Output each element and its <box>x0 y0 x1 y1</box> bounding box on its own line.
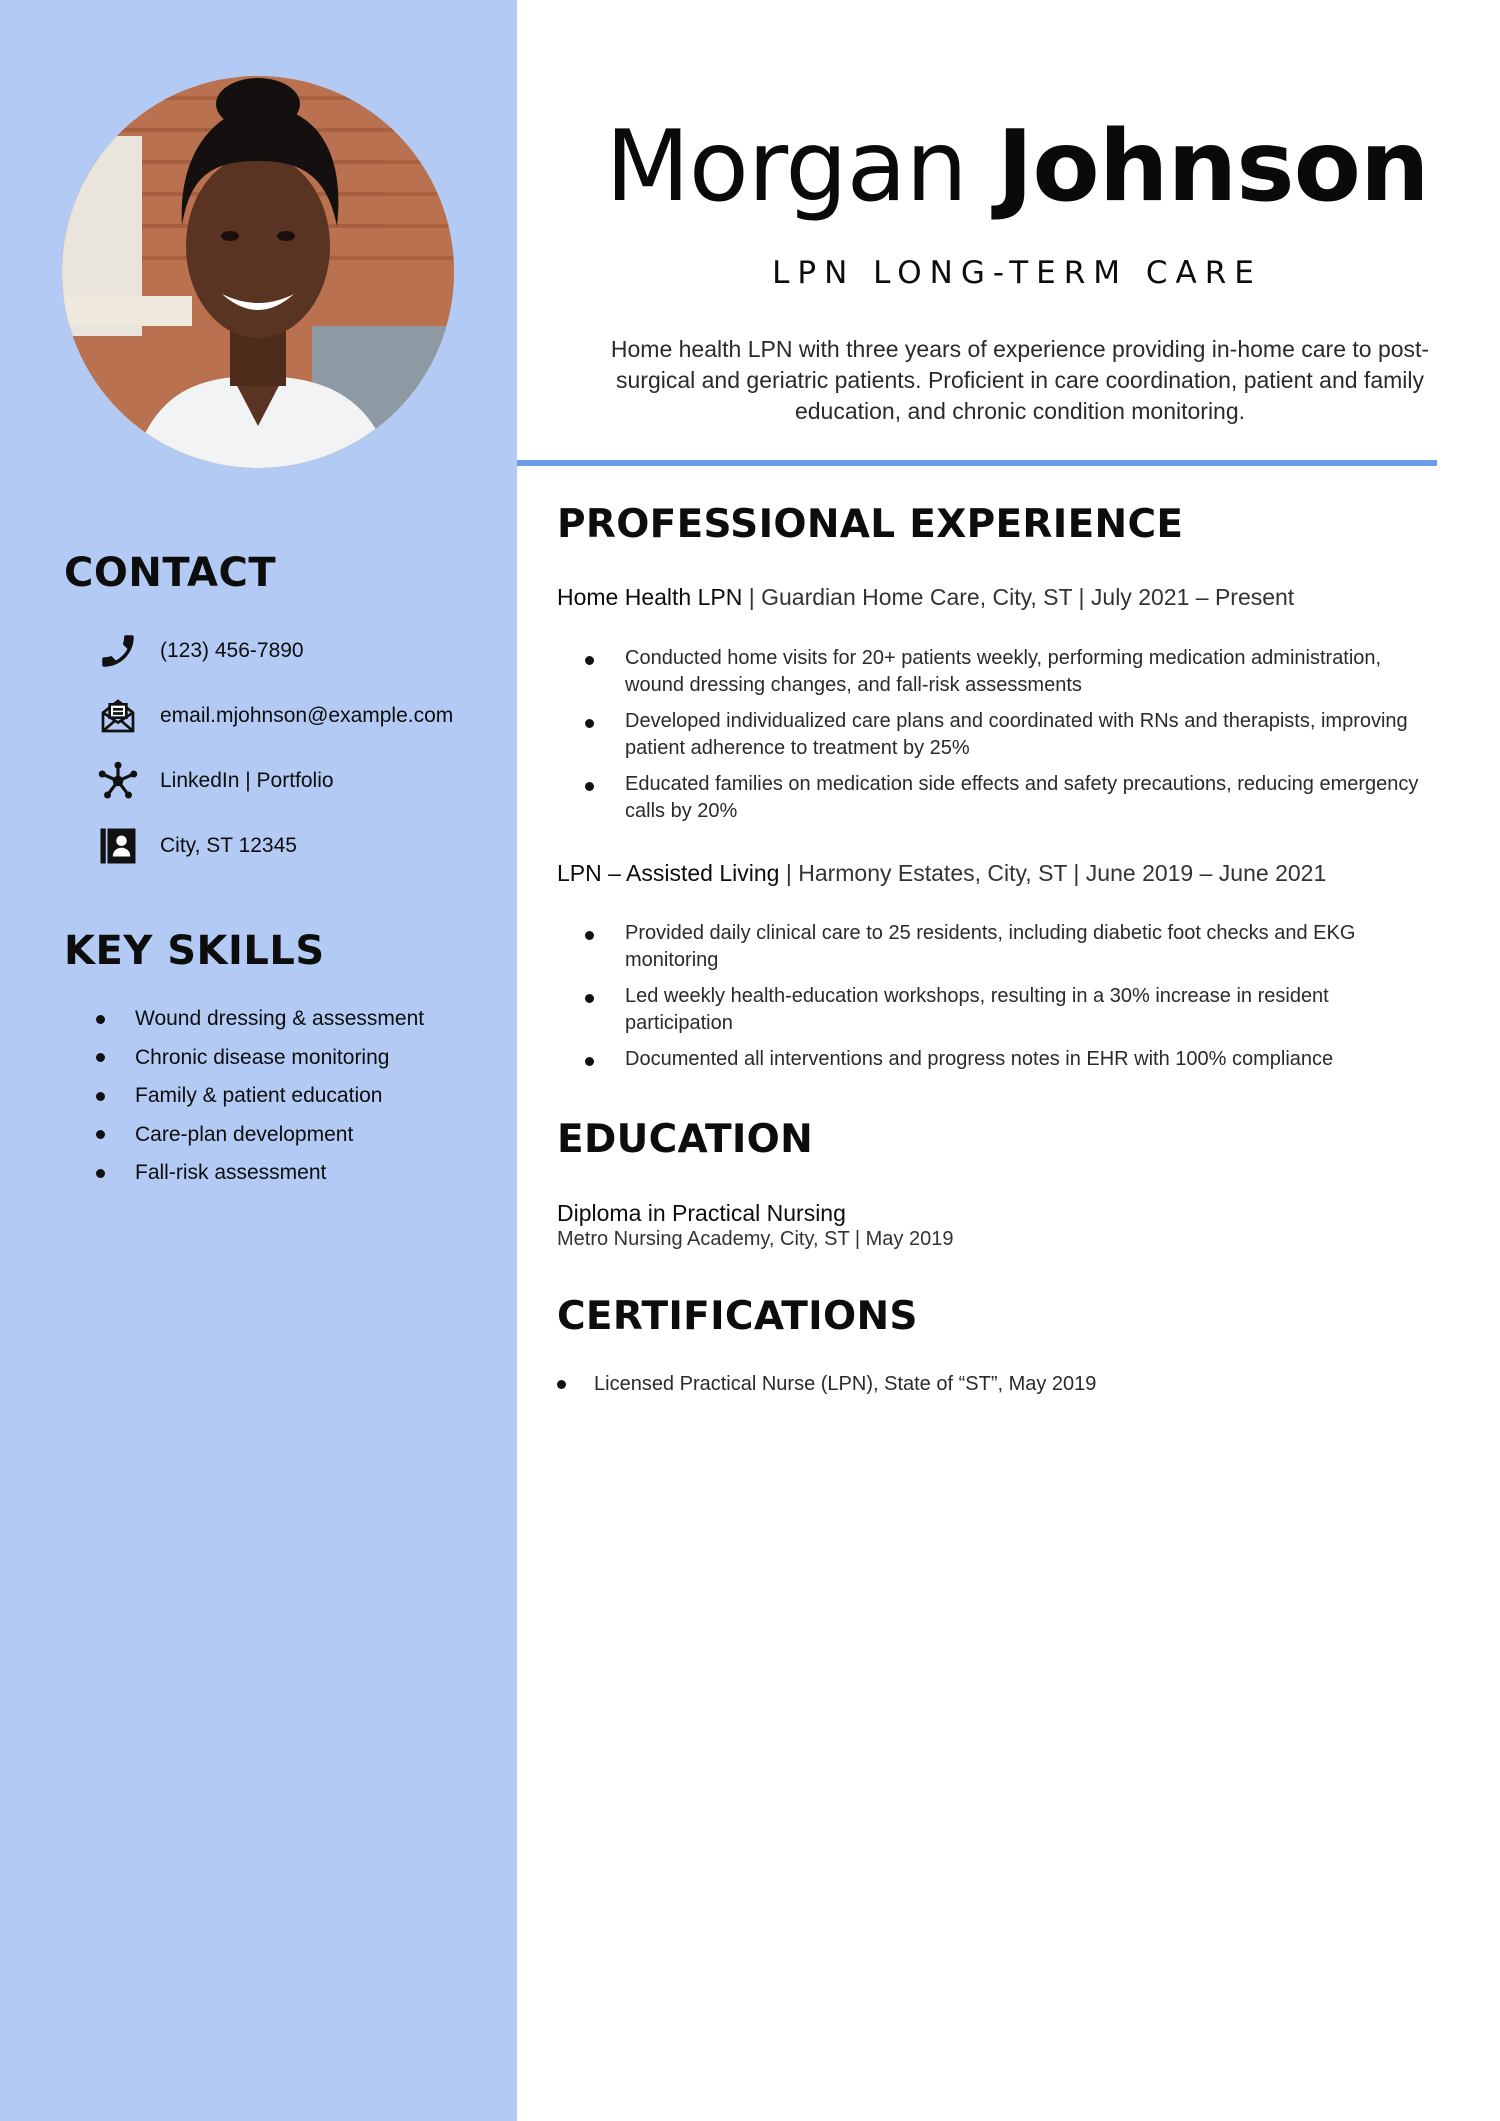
bullet-icon <box>585 782 594 791</box>
phone-number: (123) 456-7890 <box>160 639 304 662</box>
bullet-icon <box>96 1130 105 1139</box>
address-book-icon <box>96 824 140 868</box>
profile-photo <box>62 76 454 468</box>
experience-heading: PROFESSIONAL EXPERIENCE <box>557 502 1184 547</box>
certifications-heading: CERTIFICATIONS <box>557 1294 918 1339</box>
social-links: LinkedIn | Portfolio <box>160 769 334 792</box>
skills-list <box>96 1000 424 1193</box>
bullet-icon <box>96 1169 105 1178</box>
bullet-icon <box>96 1015 105 1024</box>
profile-summary: Home health LPN with three years of experience providing in-home care to post-surgical and geriatric patients. Proficient in care coordination, patient and family education, and chronic condition monitoring. <box>610 336 1430 424</box>
job-bullet: Conducted home visits for 20+ patients weekly, performing medication administration, wound dressing changes, and fall-risk assessments <box>585 645 1435 698</box>
location: City, ST 12345 <box>160 834 297 857</box>
bullet-icon <box>96 1053 105 1062</box>
bullet-icon <box>96 1092 105 1101</box>
certifications-list <box>557 1373 1096 1396</box>
contact-phone <box>96 628 304 674</box>
job-bullet: Led weekly health-education workshops, resulting in a 30% increase in resident participation <box>585 983 1435 1036</box>
job-role: Home Health LPN <box>557 584 743 610</box>
email-address: email.mjohnson@example.com <box>160 704 454 727</box>
bullet-icon <box>585 1057 594 1066</box>
job-role: LPN – Assisted Living <box>557 860 780 886</box>
job-bullet: Developed individualized care plans and coordinated with RNs and therapists, improving patient adherence to treatment by 25% <box>585 708 1435 761</box>
profile-photo-illustration <box>62 76 454 468</box>
skill-item: Chronic disease monitoring <box>96 1039 424 1078</box>
skills-heading: KEY SKILLS <box>64 928 325 974</box>
contact-email <box>96 693 453 739</box>
job-details: | Guardian Home Care, City, ST | July 2021 – Present <box>742 584 1295 610</box>
contact-links <box>96 758 334 804</box>
job-header <box>557 860 1326 887</box>
job-bullet: Educated families on medication side effects and safety precautions, reducing emergency calls by 20% <box>585 771 1435 824</box>
bullet-icon <box>557 1380 566 1389</box>
envelope-icon <box>96 694 140 738</box>
full-name <box>517 110 1500 224</box>
job-title: LPN LONG-TERM CARE <box>772 255 1262 291</box>
job-details: | Harmony Estates, City, ST | June 2019 – June 2021 <box>779 860 1327 886</box>
contact-heading: CONTACT <box>64 550 277 596</box>
job-bullets <box>585 920 1435 1083</box>
phone-icon <box>96 629 140 673</box>
skill-item: Family & patient education <box>96 1077 424 1116</box>
job-bullets <box>585 645 1435 834</box>
section-divider <box>517 460 1437 466</box>
job-bullet: Provided daily clinical care to 25 residents, including diabetic foot checks and EKG monitoring <box>585 920 1435 973</box>
network-icon <box>96 759 140 803</box>
bullet-icon <box>585 656 594 665</box>
first-name: Morgan <box>605 110 967 224</box>
bullet-icon <box>585 931 594 940</box>
job-header <box>557 584 1294 611</box>
education-school: Metro Nursing Academy, City, ST | May 2019 <box>557 1228 954 1250</box>
sidebar <box>0 0 517 2121</box>
skill-item: Care-plan development <box>96 1116 424 1155</box>
bullet-icon <box>585 719 594 728</box>
education-heading: EDUCATION <box>557 1117 814 1162</box>
contact-location <box>96 823 297 869</box>
education-degree: Diploma in Practical Nursing <box>557 1200 846 1226</box>
job-bullet: Documented all interventions and progress notes in EHR with 100% compliance <box>585 1046 1435 1073</box>
skill-item: Fall-risk assessment <box>96 1154 424 1193</box>
skill-item: Wound dressing & assessment <box>96 1000 424 1039</box>
bullet-icon <box>585 994 594 1003</box>
certification-item: Licensed Practical Nurse (LPN), State of “ST”, May 2019 <box>557 1373 1096 1396</box>
last-name: Johnson <box>996 110 1429 224</box>
